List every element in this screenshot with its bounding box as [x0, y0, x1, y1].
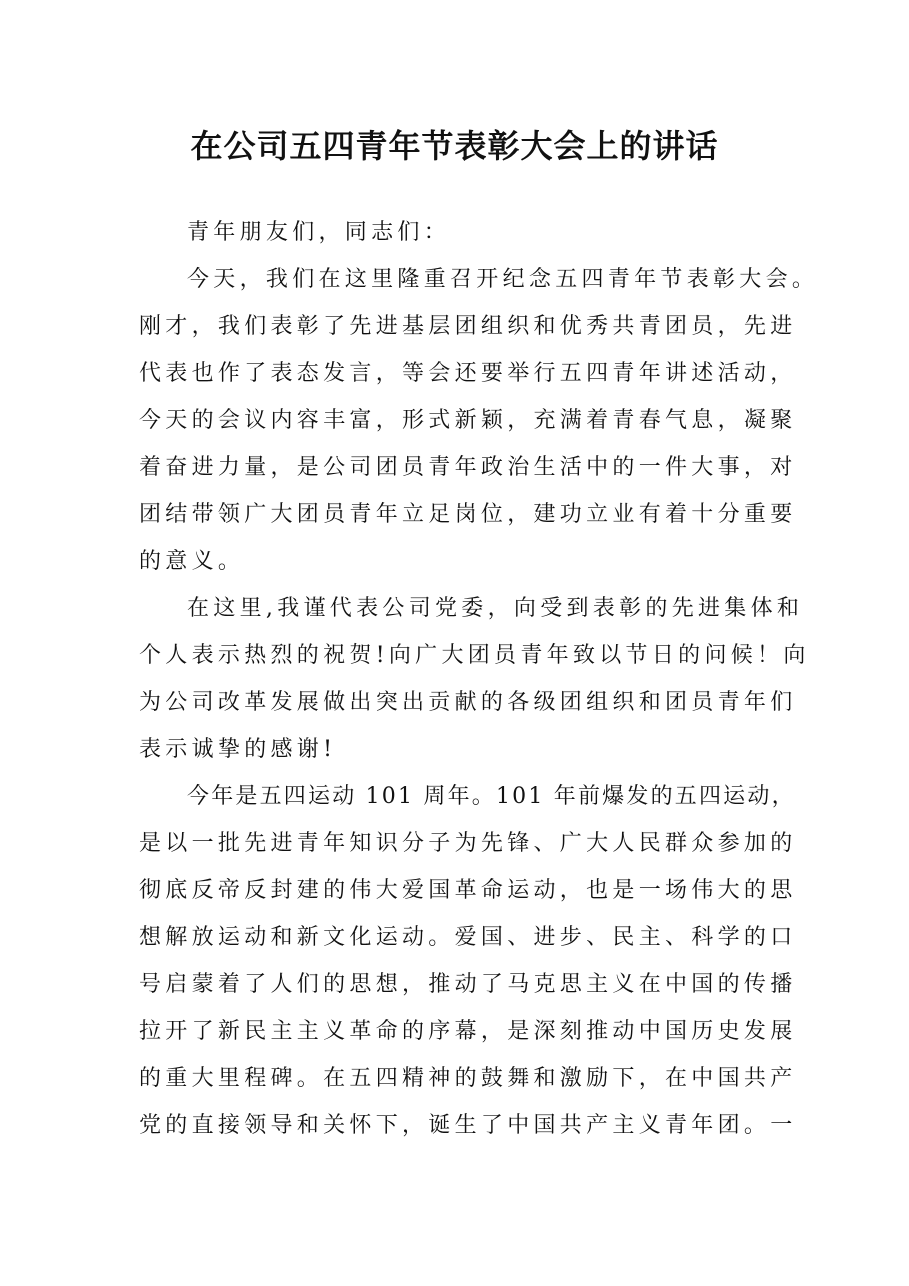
- body-line: 着奋进力量，是公司团员青年政治生活中的一件大事，对: [139, 455, 797, 480]
- body-line: 号启蒙着了人们的思想，推动了马克思主义在中国的传播: [139, 972, 797, 997]
- body-line: 代表也作了表态发言，等会还要举行五四青年讲述活动，: [139, 361, 797, 386]
- document-body: [139, 209, 819, 1149]
- body-line: 个人表示热烈的祝贺!向广大团员青年致以节日的问候！向: [139, 643, 810, 668]
- document-title: 在公司五四青年节表彰大会上的讲话: [190, 127, 719, 165]
- body-line: 表示诚挚的感谢!: [139, 737, 337, 762]
- body-line: 的重大里程碑。在五四精神的鼓舞和激励下，在中国共产: [139, 1066, 797, 1091]
- body-line: 今天的会议内容丰富，形式新颖，充满着青春气息，凝聚: [139, 408, 797, 433]
- body-line: 今天，我们在这里隆重召开纪念五四青年节表彰大会。: [187, 267, 819, 292]
- body-line: 党的直接领导和关怀下，诞生了中国共产主义青年团。一: [139, 1113, 797, 1138]
- body-line: 彻底反帝反封建的伟大爱国革命运动，也是一场伟大的思: [139, 878, 797, 903]
- body-line: 今年是五四运动 101 周年。101 年前爆发的五四运动，: [187, 784, 796, 809]
- body-line: 在这里,我谨代表公司党委，向受到表彰的先进集体和: [187, 596, 804, 621]
- body-line: 想解放运动和新文化运动。爱国、进步、民主、科学的口: [139, 925, 797, 950]
- body-line: 团结带领广大团员青年立足岗位，建功立业有着十分重要: [139, 502, 797, 527]
- body-line: 是以一批先进青年知识分子为先锋、广大人民群众参加的: [139, 831, 797, 856]
- body-line: 刚才，我们表彰了先进基层团组织和优秀共青团员，先进: [139, 314, 797, 339]
- body-line: 青年朋友们，同志们：: [187, 220, 451, 245]
- body-line: 为公司改革发展做出突出贡献的各级团组织和团员青年们: [139, 690, 797, 715]
- body-line: 的意义。: [139, 549, 245, 574]
- body-line: 拉开了新民主主义革命的序幕，是深刻推动中国历史发展: [139, 1019, 797, 1044]
